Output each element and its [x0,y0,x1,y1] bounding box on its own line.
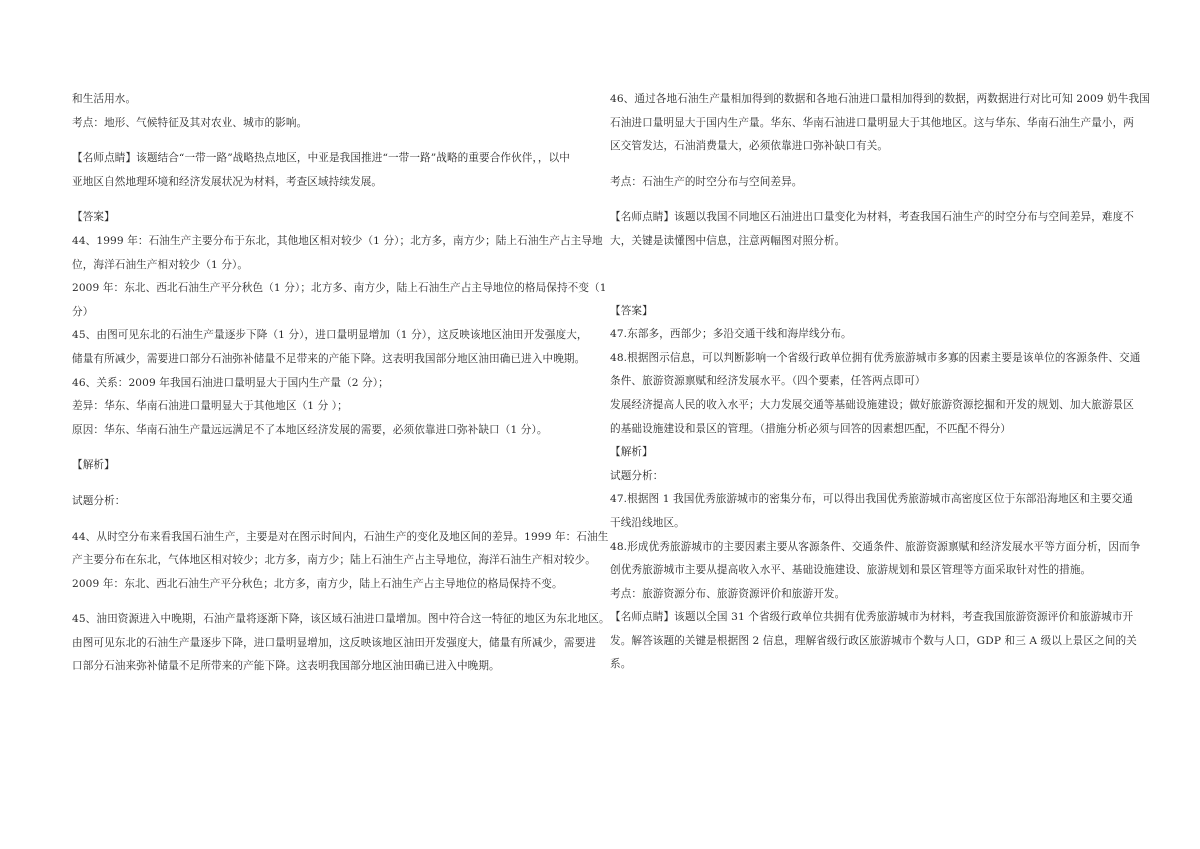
text-line: 的基础设施建设和景区的管理。（措施分析必须与回答的因素想匹配，不匹配不得分） [610,422,1012,435]
text-line: 区交管发达，石油消费量大，必须依靠进口弥补缺口有关。 [610,140,889,153]
text-line: 【解析】 [610,446,653,459]
text-line: 47.东部多，西部少；多沿交通干线和海岸线分布。 [610,328,852,341]
text-line: 试题分析： [610,469,664,482]
text-line: 2009 年：东北、西北石油生产平分秋色；北方多，南方少，陆上石油生产占主导地位的格局保持不变。 [72,577,563,590]
text-line: 【名师点睛】该题以全国 31 个省级行政单位共拥有优秀旅游城市为材料，考查我国旅游资源评价和旅游城市开 [610,611,1134,624]
text-line: 47.根据图 1 我国优秀旅游城市的密集分布，可以得出我国优秀旅游城市高密度区位于东部沿海地区和主要交通 [610,493,1133,506]
text-line: 考点：地形、气候特征及其对农业、城市的影响。 [72,116,308,129]
text-line: 45、由图可见东北的石油生产量逐步下降（1 分），进口量明显增加（1 分），这反映该地区油田开发强度大， [72,329,588,342]
paragraph-gap [72,194,592,206]
text-line: 系。 [610,658,632,671]
text-line: 条件、旅游资源禀赋和经济发展水平。（四个要素，任答两点即可） [610,375,926,388]
paragraph-gap [610,159,1130,171]
text-line: 石油进口量明显大于国内生产量。华东、华南石油进口量明显大于其他地区。这与华东、华南石油生产量小，两 [610,116,1134,129]
left-column [72,88,610,679]
text-line: 48.根据图示信息，可以判断影响一个省级行政单位拥有优秀旅游城市多寡的因素主要是该单位的客源条件、交通 [610,351,1141,364]
right-column [610,88,1150,677]
paragraph-gap [72,478,592,490]
text-line: 试题分析： [72,494,126,507]
text-line: 44、1999 年：石油生产主要分布于东北，其他地区相对较少（1 分）；北方多，南方少；陆上石油生产占主导地 [72,234,603,247]
paragraph-gap [72,442,592,454]
text-line: 口部分石油来弥补储量不足所带来的产能下降。这表明我国部分地区油田确已进入中晚期。 [72,660,500,673]
text-line: 储量有所减少，需要进口部分石油弥补储量不足带来的产能下降。这表明我国部分地区油田确已进入中晚期。 [72,352,586,365]
text-line: 【解析】 [72,459,115,472]
text-line: 46、通过各地石油生产量相加得到的数据和各地石油进口量相加得到的数据，两数据进行对比可知 2009 奶牛我国 [610,93,1150,105]
text-line: 差异：华东、华南石油进口量明显大于其他地区（1 分 ）； [72,400,348,413]
text-line: 干线沿线地区。 [610,516,685,529]
text-line: 产主要分布在东北，气体地区相对较少；北方多，南方少；陆上石油生产占主导地位，海洋石油生产相对较少。 [72,554,596,567]
text-line: 位，海洋石油生产相对较少（1 分）。 [72,258,249,271]
text-line: 发。解答该题的关键是根据图 2 信息，理解省级行政区旅游城市个数与人口，GDP 和三 A 级以上景区之间的关 [610,634,1137,647]
text-line: 和生活用水。 [72,93,137,105]
text-line: 【名师点睛】该题以我国不同地区石油进出口量变化为材料，考查我国石油生产的时空分布与空间差异，难度不 [610,211,1134,224]
text-line: 创优秀旅游城市主要从提高收入水平、基础设施建设、旅游规划和景区管理等方面采取针对性的措施。 [610,564,1092,577]
paragraph-gap [72,596,592,608]
paragraph-gap [610,254,1130,300]
text-line: 亚地区自然地理环境和经济发展状况为材料，考查区域持续发展。 [72,175,383,188]
paragraph-gap [72,135,592,147]
text-line: 45、油田资源进入中晚期，石油产量将逐渐下降，该区域石油进口量增加。图中符合这一特征的地区为东北地区。 [72,613,610,626]
text-line: 原因：华东、华南石油生产量远远满足不了本地区经济发展的需要，必须依靠进口弥补缺口（1 分）。 [72,423,548,436]
text-line: 【名师点睛】该题结合“一带一路”战略热点地区，中亚是我国推进“一带一路”战略的重要合作伙伴，，以中 [72,152,570,165]
text-line: 考点：石油生产的时空分布与空间差异。 [610,175,803,188]
text-line: 考点：旅游资源分布、旅游资源评价和旅游开发。 [610,587,846,600]
text-line: 发展经济提高人民的收入水平；大力发展交通等基础设施建设；做好旅游资源挖掘和开发的规划、加大旅游景区 [610,398,1134,411]
text-line: 由图可见东北的石油生产量逐步下降，进口量明显增加，这反映该地区油田开发强度大，储量有所减少，需要进 [72,636,596,649]
text-line: 44、从时空分布来看我国石油生产，主要是对在图示时间内，石油生产的变化及地区间的差异。1999 年：石油生 [72,530,609,543]
paragraph-gap [610,194,1130,206]
text-line: 分） [72,305,94,318]
text-line: 【答案】 [610,304,653,317]
text-line: 2009 年：东北、西北石油生产平分秋色（1 分）；北方多、南方少，陆上石油生产占主导地位的格局保持不变（1 [72,282,607,295]
text-line: 48.形成优秀旅游城市的主要因素主要从客源条件、交通条件、旅游资源禀赋和经济发展水平等方面分析，因而争 [610,540,1141,553]
paragraph-gap [72,514,592,526]
text-line: 46、关系：2009 年我国石油进口量明显大于国内生产量（2 分）； [72,376,389,389]
text-line: 【答案】 [72,211,115,224]
text-line: 大，关键是读懂图中信息，注意两幅图对照分析。 [610,234,846,247]
